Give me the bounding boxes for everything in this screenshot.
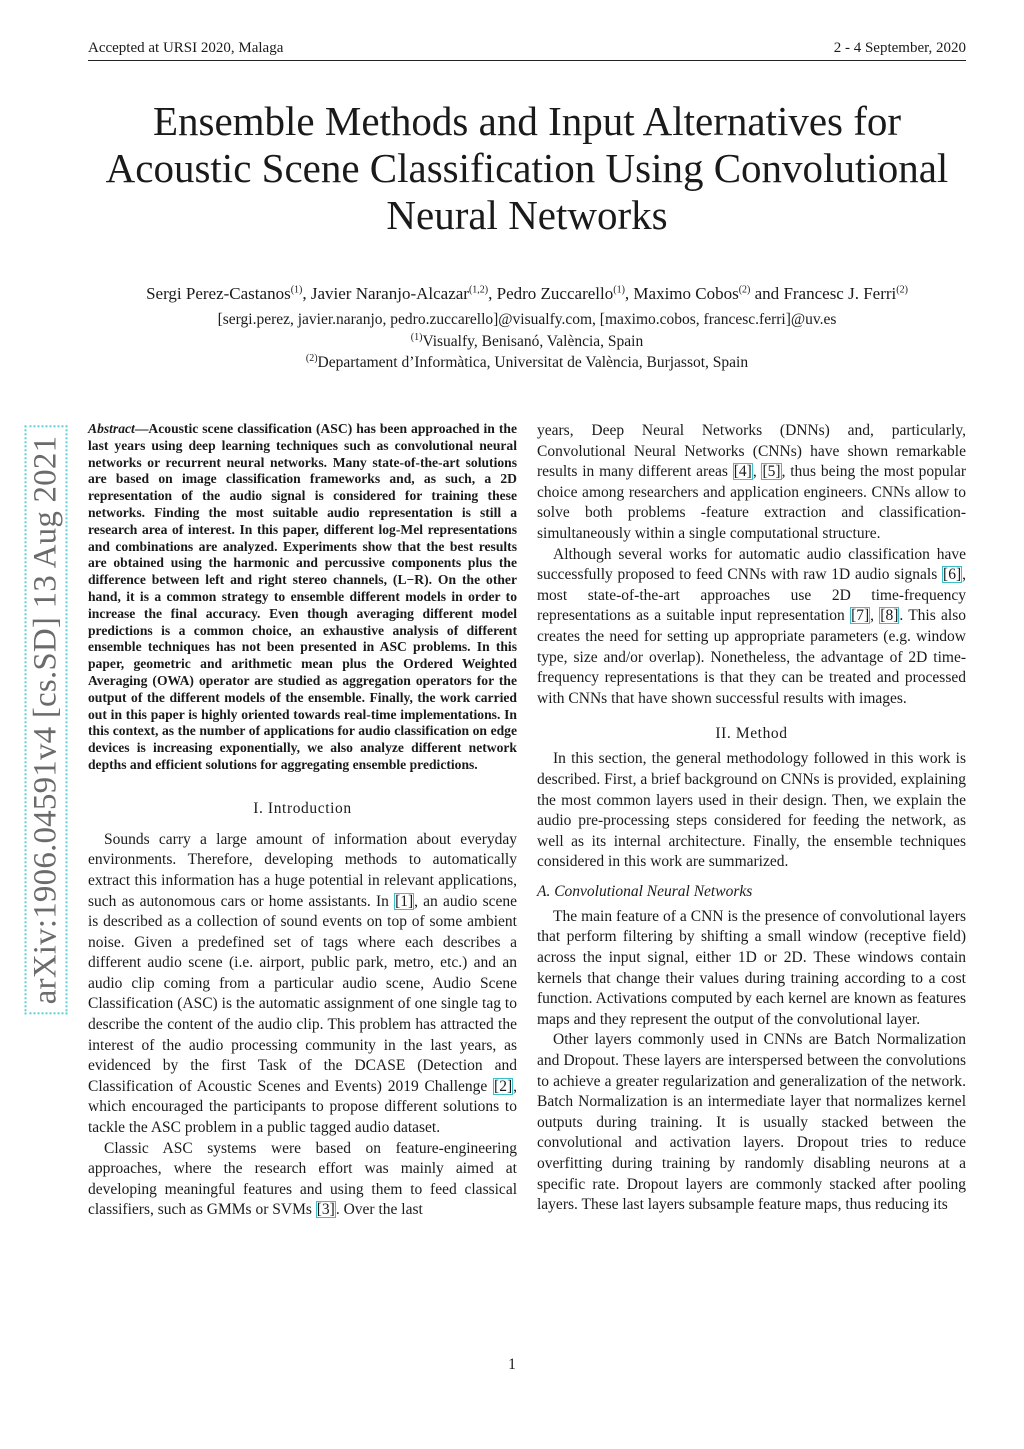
intro-paragraph [88, 1139, 517, 1221]
author-emails: [sergi.perez, javier.naranjo, pedro.zuccarello]@visualfy.com, [maximo.cobos, francesc.ferri]@uv.es [217, 311, 837, 328]
text-run: . Over the last [335, 1201, 423, 1219]
text-run: , [752, 463, 762, 481]
author-affiliation-mark: (2) [738, 284, 751, 296]
text-run: Classic ASC systems were based on feature-engineering approaches, where the research effort was mainly aimed at developing meaningful features and using them to feed classical classifiers, such as GMMs or SVMs [88, 1139, 517, 1219]
citation-link[interactable]: [3] [316, 1201, 335, 1219]
section-heading-method: II. Method [715, 725, 788, 743]
title-line: Acoustic Scene Classification Using Convolutional [105, 145, 949, 191]
running-header-left: Accepted at URSI 2020, Malaga [88, 40, 284, 56]
author-separator: , [624, 284, 634, 303]
intro-paragraph [88, 830, 517, 1139]
intro-paragraph [537, 421, 966, 545]
text-run: Sounds carry a large amount of information about everyday environments. Therefore, developing methods to automatically extract this information has a huge potential in relevant applications, such as autonomous cars or home assistants. In [88, 830, 517, 910]
right-column [537, 421, 966, 1216]
paper-title [60, 98, 994, 239]
abstract-text: —Acoustic scene classification (ASC) has been approached in the last years using deep learning techniques such as convolutional neural networks or recurrent neural networks. Many state-of-the-art solutions are based on image classification frameworks and, as such, a 2D representation of the audio signal is considered for training these networks. Finding the most suitable audio representation is still a research area of interest. In this paper, different log-Mel representations and combinations are analyzed. Experiments show that the best results are obtained using the harmonic and percussive components plus the difference between left and right stereo channels, (L−R). On the other hand, it is a common strategy to ensemble different models in order to increase the final accuracy. Even though averaging different model predictions is a common choice, an exhaustive analysis of different ensemble techniques has not been presented in ASC problems. In this paper, geometric and arithmetic mean plus the Ordered Weighted Averaging (OWA) operator are studied as aggregation operators for the output of the different models of the ensemble. Finally, the work carried out in this paper is highly oriented towards real-time implementations. In this context, as the number of applications for audio classification on edge devices is increasing exponentially, we also analyze different network depths and efficient solutions for aggregating ensemble predictions. [88, 421, 517, 772]
text-run: , an audio scene is described as a collection of sound events on top of some ambient noise. Given a predefined set of tags where each describes a different audio scene (i.e. airport, public park, metro, etc.) and an audio clip coming from a particular audio scene, Audio Scene Classification (ASC) is the automatic assignment of one single tag to describe the content of the audio clip. This problem has attracted the interest of the audio processing community in the last years, as evidenced by the first Task of the DCASE (Detection and Classification of Acoustic Scenes and Events) 2019 Challenge [88, 892, 517, 1095]
citation-link[interactable]: [8] [880, 607, 899, 625]
author-conjunction: and [750, 284, 784, 303]
method-paragraph: The main feature of a CNN is the presence of convolutional layers that perform filtering by shifting a small window (receptive field) across the input signal, either 1D or 2D. These windows contain kernels that change their values during training according to a cost function. Activations computed by each kernel are known as features maps and they represent the output of the convolutional layer. [537, 907, 966, 1028]
title-line: Neural Networks [386, 192, 668, 238]
left-column [88, 421, 517, 1221]
method-paragraph: In this section, the general methodology followed in this work is described. First, a brief background on CNNs is provided, explaining the most common layers used in their design. Then, we explain the audio pre-processing steps considered for feeding the network, as well as its internal architecture. Finally, the ensemble techniques considered in this work are summarized. [537, 750, 966, 871]
method-paragraph: Other layers commonly used in CNNs are Batch Normalization and Dropout. These layers are interspersed between the convolutions to achieve a greater regularization and generalization of the network. Batch Normalization is an intermediate layer that normalizes kernel outputs during training. It is usually stacked between the convolutional and activation layers. Dropout tries to reduce overfitting during training by randomly disabling neurons at a specific rate. Dropout layers are commonly stacked after pooling layers. These last layers subsample feature maps, thus reducing its [537, 1031, 966, 1214]
author-name: Javier Naranjo-Alcazar [310, 284, 469, 303]
section-heading-introduction: I. Introduction [253, 799, 352, 817]
author-affiliation-mark: (2) [896, 284, 908, 296]
text-run: , [870, 607, 880, 625]
citation-link[interactable]: [2] [494, 1077, 513, 1095]
citation-link[interactable]: [1] [395, 892, 414, 910]
citation-link[interactable]: [7] [851, 607, 870, 625]
text-run: , which encouraged the participants to propose different solutions to tackle the ASC problem in a public tagged audio dataset. [88, 1077, 517, 1137]
arxiv-identifier[interactable]: arXiv:1906.04591v4 [cs.SD] 13 Aug 2021 [25, 426, 68, 1015]
author-affiliation-mark: (1) [613, 284, 625, 296]
intro-paragraph [537, 545, 966, 710]
affiliation-1 [60, 332, 994, 351]
affiliation-text: Visualfy, Benisanó, València, Spain [422, 333, 644, 351]
subsection-heading-cnn: A. Convolutional Neural Networks [537, 882, 753, 900]
text-run: Although several works for automatic audio classification have successfully proposed to feed CNNs with raw 1D audio signals [537, 545, 966, 584]
citation-link[interactable]: [6] [943, 566, 962, 584]
author-name: Francesc J. Ferri [783, 284, 897, 303]
text-run: . This also creates the need for setting up appropriate parameters (e.g. window type, size and/or overlap). Nonetheless, the advantage of 2D time-frequency representations is that they can be treated and processed with CNNs that have shown successful results with images. [537, 607, 967, 707]
affiliation-2 [60, 353, 994, 372]
citation-link[interactable]: [5] [762, 463, 781, 481]
affiliation-mark: (2) [305, 353, 318, 364]
author-list [60, 284, 994, 304]
affiliation-text: Departament d’Informàtica, Universitat de València, Burjassot, Spain [317, 354, 749, 372]
author-affiliation-mark: (1) [290, 284, 303, 296]
title-line: Ensemble Methods and Input Alternatives for [152, 98, 902, 144]
affiliation-mark: (1) [410, 332, 423, 343]
author-affiliation-mark: (1,2) [468, 284, 489, 296]
text-run: , most state-of-the-art approaches use 2D time-frequency representations as a suitable input representation [537, 566, 966, 625]
page-number: 1 [508, 1356, 516, 1373]
header-rule [88, 60, 966, 61]
author-separator: , [488, 284, 497, 303]
running-header-right: 2 - 4 September, 2020 [833, 40, 966, 56]
citation-link[interactable]: [4] [733, 463, 752, 481]
author-name: Maximo Cobos [633, 284, 739, 303]
text-run: , thus being the most popular choice among researchers and application engineers. CNNs allow to solve both problems -feature extraction and classification- simultaneously within a single computational structure. [537, 463, 967, 542]
abstract-label: Abstract [88, 421, 135, 436]
author-separator: , [302, 284, 311, 303]
author-name: Pedro Zuccarello [496, 284, 614, 303]
author-name: Sergi Perez-Castanos [146, 284, 291, 303]
abstract [88, 421, 517, 774]
text-run: years, Deep Neural Networks (DNNs) and, particularly, Convolutional Neural Networks (CNNs) have shown remarkable results in many different areas [537, 422, 966, 481]
